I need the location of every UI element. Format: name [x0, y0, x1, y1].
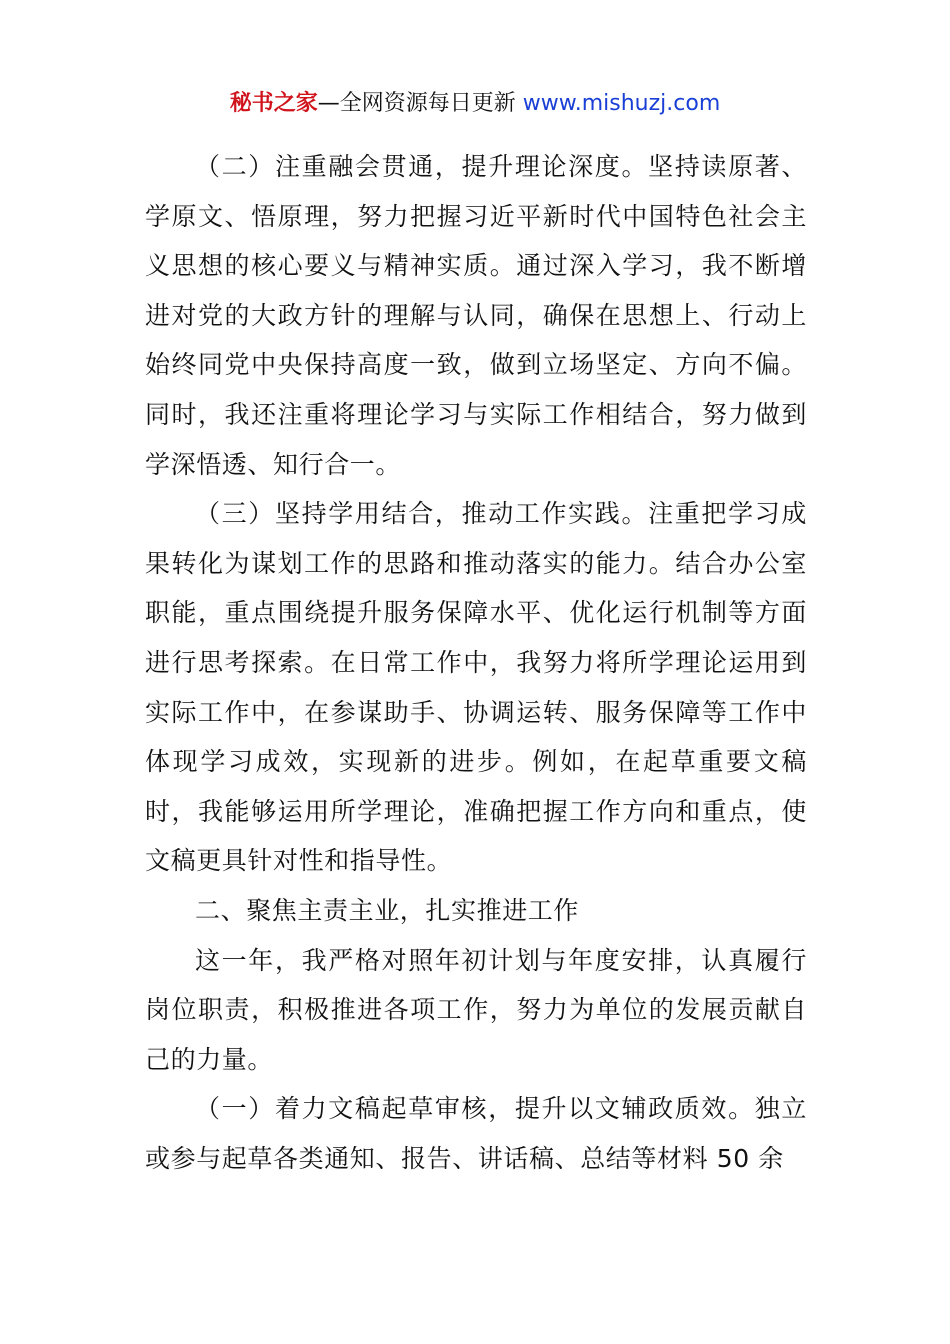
paragraph-study-practice: （三）坚持学用结合，推动工作实践。注重把学习成果转化为谋划工作的思路和推动落实的能力。结合办公室职能，重点围绕提升服务保障水平、优化运行机制等方面进行思考探索。在日常工作中，我努力将所学理论运用到实际工作中，在参谋助手、协调运转、服务保障等工作中体现学习成效，实现新的进步。例如，在起草重要文稿时，我能够运用所学理论，准确把握工作方向和重点，使文稿更具针对性和指导性。	[145, 499, 807, 876]
paragraph-year-summary: 这一年，我严格对照年初计划与年度安排，认真履行岗位职责，积极推进各项工作，努力为单位的发展贡献自己的力量。	[145, 945, 807, 1074]
document-body	[145, 142, 807, 1183]
section-heading-main-duties: 二、聚焦主责主业，扎实推进工作	[195, 895, 580, 925]
site-brand: 秘书之家	[229, 91, 318, 116]
site-url-link[interactable]: www.mishuzj.com	[522, 91, 721, 116]
paragraph-drafting-review: （一）着力文稿起草审核，提升以文辅政质效。独立或参与起草各类通知、报告、讲话稿、总结等材料 50 余	[145, 1094, 807, 1173]
site-header	[0, 88, 950, 120]
paragraph-theory-depth: （二）注重融会贯通，提升理论深度。坚持读原著、学原文、悟原理，努力把握习近平新时代中国特色社会主义思想的核心要义与精神实质。通过深入学习，我不断增进对党的大政方针的理解与认同，确保在思想上、行动上始终同党中央保持高度一致，做到立场坚定、方向不偏。同时，我还注重将理论学习与实际工作相结合，努力做到学深悟透、知行合一。	[145, 152, 807, 479]
site-tagline: —全网资源每日更新	[317, 91, 523, 116]
